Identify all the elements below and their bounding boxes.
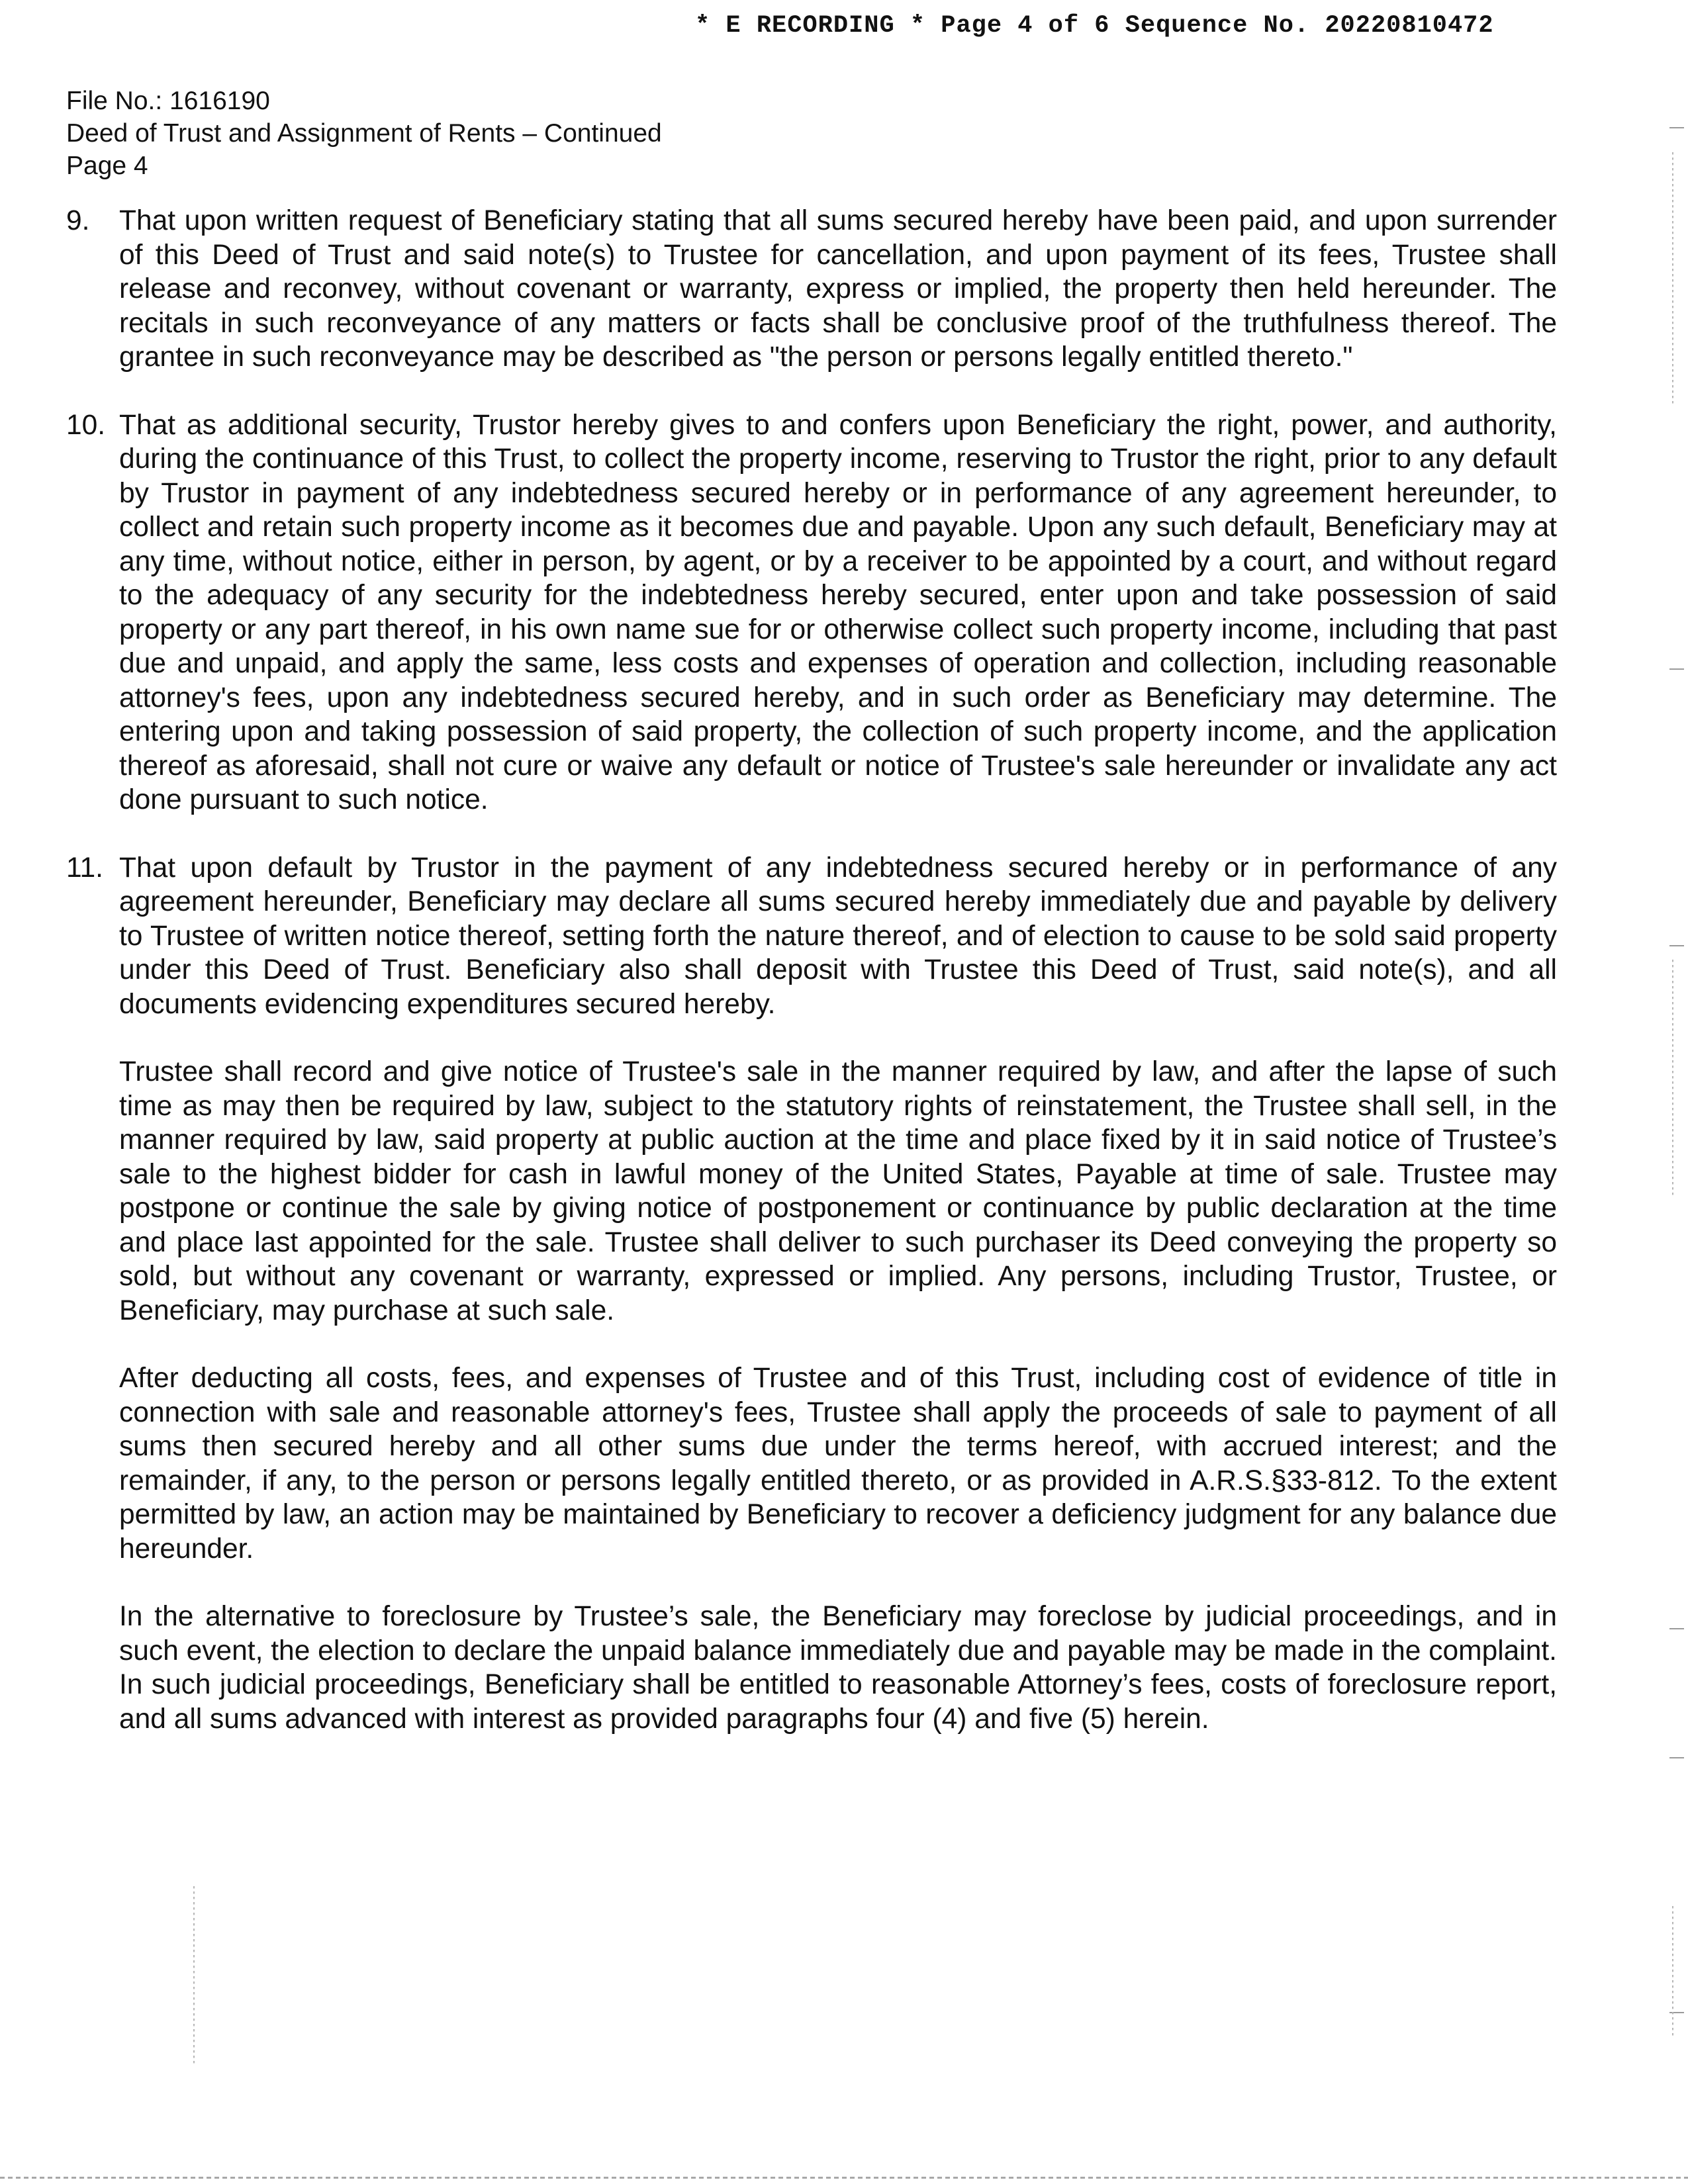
scan-tick-mark <box>1669 127 1684 128</box>
clause-paragraph: That upon default by Trustor in the payment of any indebtedness secured hereby or in performance of any agreement hereunder, Beneficiary may declare all sums secured hereby immediately due and payable by delivery to Trustee of written notice thereof, setting forth the nature thereof, and of election to cause to be sold said property under this Deed of Trust. Beneficiary also shall deposit with Trustee this Deed of Trust, said note(s), and all documents evidencing expenditures secured hereby. <box>119 852 1557 1020</box>
file-info-block <box>66 85 662 182</box>
clause-paragraph: That upon written request of Beneficiary stating that all sums secured hereby have been paid, and upon surrender of this Deed of Trust and said note(s) to Trustee for cancellation, and upon payment of its fees, Trustee shall release and reconvey, without covenant or warranty, express or implied, the property then held hereunder. The recitals in such reconveyance of any matters or facts shall be conclusive proof of the truthfulness thereof. The grantee in such reconveyance may be described as "the person or persons legally entitled thereto." <box>119 205 1557 373</box>
page-label: Page 4 <box>66 152 148 180</box>
scan-margin-marks <box>1662 0 1688 2184</box>
clause-paragraph: Trustee shall record and give notice of Trustee's sale in the manner required by law, and after the lapse of such time as may then be required by law, subject to the statutory rights of reinstatement, the Trustee shall sell, in the manner required by law, said property at public auction at the time and place fixed by it in said notice of Trustee’s sale to the highest bidder for cash in lawful money of the United States, Payable at time of sale. Trustee may postpone or continue the sale by giving notice of postponement or continuance by public declaration at the time and place last appointed for the sale. Trustee shall deliver to such purchaser its Deed conveying the property so sold, but without any covenant or warranty, expressed or implied. Any persons, including Trustor, Trustee, or Beneficiary, may purchase at such sale. <box>119 1056 1557 1326</box>
clause-11 <box>66 851 1557 1737</box>
document-title: Deed of Trust and Assignment of Rents – Continued <box>66 119 662 148</box>
scan-tick-mark <box>1669 1757 1684 1758</box>
scan-dotted-line <box>1672 152 1673 404</box>
clause-paragraph: That as additional security, Trustor hereby gives to and confers upon Beneficiary the right, power, and authority, during the continuance of this Trust, to collect the property income, reserving to Trustor the right, prior to any default by Trustor in payment of any indebtedness secured hereby or in performance of any agreement hereunder, to collect and retain such property income as it becomes due and payable. Upon any such default, Beneficiary may at any time, without notice, either in person, by agent, or by a receiver to be appointed by a court, and without regard to the adequacy of any security for the indebtedness hereby secured, enter upon and take possession of said property or any part thereof, in his own name sue for or otherwise collect such property income, including that past due and unpaid, and apply the same, less costs and expenses of operation and collection, including reasonable attorney's fees, upon any indebtedness secured hereby, and in such order as Beneficiary may determine. The entering upon and taking possession of said property, the collection of such property income, and the application thereof as aforesaid, shall not cure or waive any default or notice of Trustee's sale hereunder or invalidate any act done pursuant to such notice. <box>119 409 1557 815</box>
recording-header: * E RECORDING * Page 4 of 6 Sequence No. 20220810472 <box>695 12 1494 40</box>
clause-number: 9. <box>66 205 90 236</box>
clause-paragraph: In the alternative to foreclosure by Trustee’s sale, the Beneficiary may foreclose by judicial proceedings, and in such event, the election to declare the unpaid balance immediately due and payable may be made in the complaint. In such judicial proceedings, Beneficiary shall be entitled to reasonable Attorney’s fees, costs of foreclosure report, and all sums advanced with interest as provided paragraphs four (4) and five (5) herein. <box>119 1601 1557 1735</box>
clause-number: 10. <box>66 409 106 441</box>
clause-paragraph: After deducting all costs, fees, and expenses of Trustee and of this Trust, including cost of evidence of title in connection with sale and reasonable attorney's fees, Trustee shall apply the proceeds of sale to payment of all sums then secured hereby and all other sums due under the terms hereof, with accrued interest; and the remainder, if any, to the person or persons legally entitled thereto, or as provided in A.R.S.§33-812. To the extent permitted by law, an action may be maintained by Beneficiary to recover a deficiency judgment for any balance due hereunder. <box>119 1363 1557 1565</box>
scan-tick-mark <box>1669 668 1684 670</box>
scan-tick-mark <box>1669 1628 1684 1629</box>
scan-dotted-line <box>1672 960 1673 1198</box>
scan-dotted-line <box>193 1886 195 2065</box>
document-body <box>66 204 1557 1770</box>
scan-bottom-edge <box>0 2177 1688 2179</box>
clause-9 <box>66 204 1557 375</box>
clause-10 <box>66 408 1557 817</box>
clause-number: 11. <box>66 852 103 884</box>
scan-dotted-line <box>1672 1906 1673 2038</box>
file-number: File No.: 1616190 <box>66 87 270 115</box>
scan-tick-mark <box>1669 945 1684 946</box>
